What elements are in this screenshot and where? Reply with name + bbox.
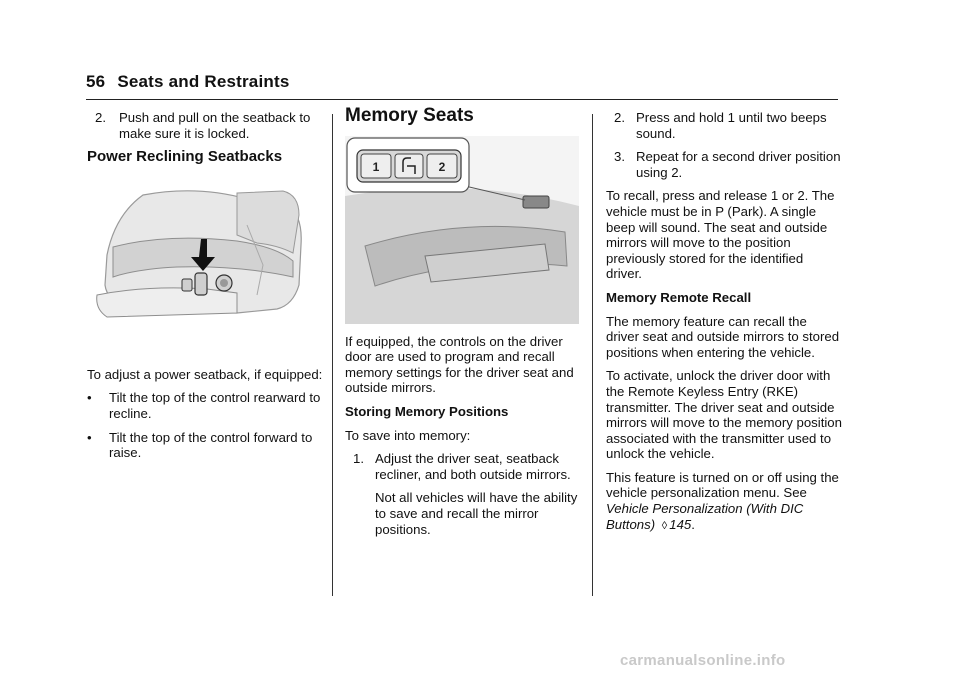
remote-text: The memory feature can recall the driver seat and outside mirrors to stored positions when entering the vehicle. [606,313,840,360]
column-left [87,110,327,469]
step-number: 2. [95,110,106,125]
bullet-raise [87,430,327,461]
page-reference-icon: ◊ [661,519,668,532]
subheading-remote-recall: Memory Remote Recall [606,289,752,305]
step-1-note: Not all vehicles will have the ability to save and recall the mirror positions. [375,490,578,537]
heading-power-reclining: Power Reclining Seatbacks [87,148,283,166]
bullet-symbol: • [87,429,92,445]
step-1 [345,451,581,482]
seat-control-illustration [87,185,313,335]
bullet-symbol: • [87,390,92,406]
column-divider [592,114,593,596]
step-text: Push and pull on the seatback to make sure it is locked. [119,110,311,141]
lead-text: To save into memory: [345,427,471,443]
recall-text: To recall, press and release 1 or 2. The vehicle must be in P (Park). A single beep will sound. The seat and outside mirrors will move to the position previously stored for the identified driver. [606,188,835,282]
bullet-recline [87,390,327,421]
cross-reference-page[interactable]: 145 [669,516,692,532]
memory-button-2-label: 2 [438,159,446,174]
period: . [691,516,695,532]
section-title: Seats and Restraints [117,72,290,91]
step-number: 3. [614,149,625,165]
step-number: 1. [353,451,364,467]
subheading-storing: Storing Memory Positions [345,403,509,419]
memory-intro: If equipped, the controls on the driver door are used to program and recall memory settings for the driver seat and outside mirrors. [345,333,574,396]
activate-text: To activate, unlock the driver door with the Remote Keyless Entry (RKE) transmitter. The driver seat and outside mirrors will move to the memory position associated with the transmitter used to unlock the vehicle. [606,368,842,462]
cross-reference-link[interactable]: Vehicle Personalization (With DIC Buttons) [606,501,804,532]
bullet-text: Tilt the top of the control rearward to recline. [109,390,321,421]
memory-button-1-label: 1 [372,159,380,174]
intro-text: To adjust a power seatback, if equipped: [87,366,323,382]
step-text: Repeat for a second driver position using 2. [636,149,841,180]
column-middle [345,105,581,545]
heading-memory-seats: Memory Seats [345,105,474,126]
page-header [86,72,290,92]
step-2 [95,110,327,141]
column-right [606,110,842,542]
step-text: Adjust the driver seat, seatback recliner, and both outside mirrors. [375,451,571,482]
page-number: 56 [86,72,106,91]
step-text: Press and hold 1 until two beeps sound. [636,110,827,141]
watermark: carmanualsonline.info [620,652,786,669]
bullet-text: Tilt the top of the control forward to raise. [109,429,313,461]
step-2 [606,110,842,141]
memory-buttons-illustration [345,136,579,324]
header-rule [86,99,838,100]
feature-sentence: This feature is turned on or off using the vehicle personalization menu. [606,469,839,501]
step-number: 2. [614,110,625,125]
see-label: See [783,485,807,501]
column-divider [332,114,333,596]
feature-text [606,470,842,534]
step-3 [606,149,842,180]
